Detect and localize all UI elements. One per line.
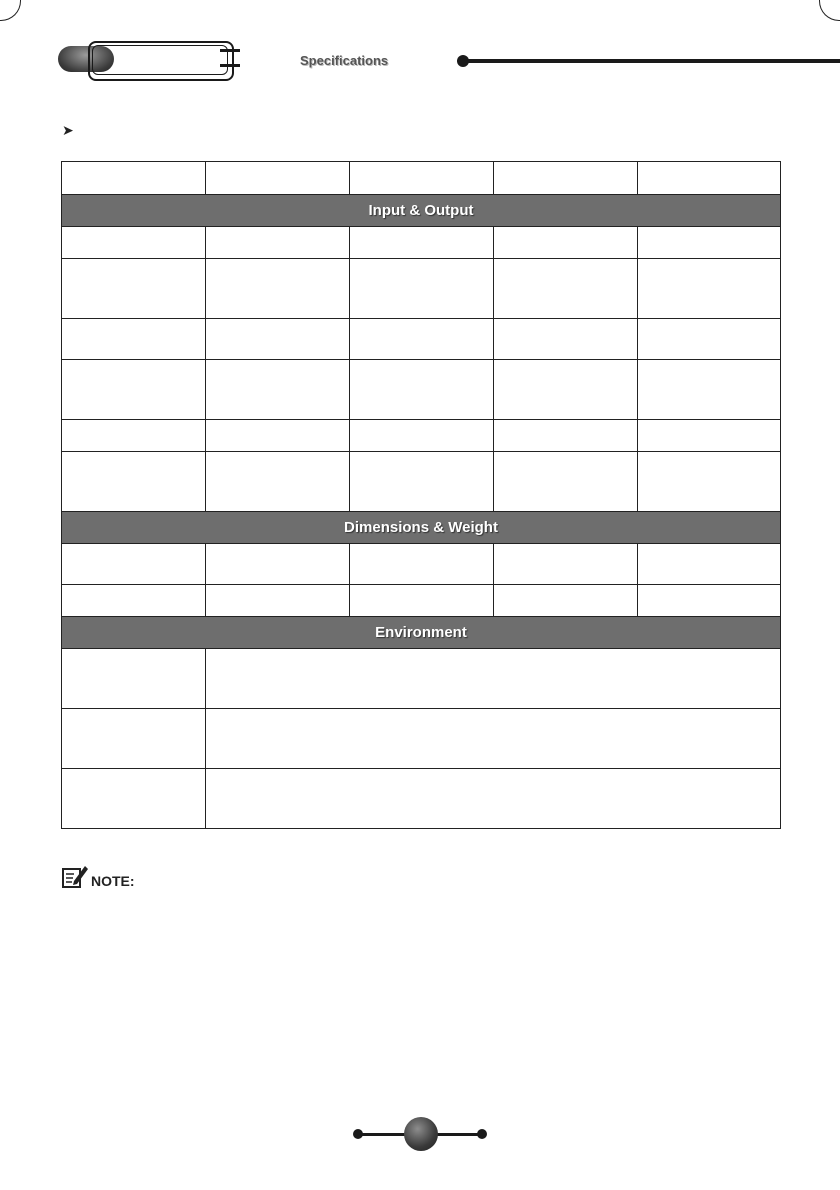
table-cell [350, 227, 494, 259]
section-row [62, 195, 781, 227]
table-cell [494, 227, 638, 259]
tab-notch [220, 64, 240, 67]
table-row [62, 585, 781, 617]
table-cell [206, 162, 350, 195]
footer-rule [358, 1133, 406, 1136]
table-cell [494, 452, 638, 512]
table-cell [62, 259, 206, 319]
specifications-table [61, 161, 781, 829]
table-row [62, 259, 781, 319]
table-cell [638, 259, 781, 319]
table-cell [206, 319, 350, 360]
table-row [62, 452, 781, 512]
note-label: NOTE: [91, 873, 135, 889]
table-cell [350, 360, 494, 420]
section-header-input-output: Input & Output [62, 195, 781, 227]
chapter-tab-frame-inner [92, 45, 228, 75]
table-cell [494, 544, 638, 585]
table-cell [62, 649, 206, 709]
table-cell [350, 585, 494, 617]
header-rule [466, 59, 840, 63]
table-row [62, 649, 781, 709]
table-cell [62, 319, 206, 360]
table-cell [494, 585, 638, 617]
section-header-environment: Environment [62, 617, 781, 649]
table-row [62, 769, 781, 829]
table-cell [62, 162, 206, 195]
tab-notch [220, 49, 240, 52]
table-cell [206, 420, 350, 452]
table-cell [62, 544, 206, 585]
table-cell [350, 259, 494, 319]
table-cell [62, 420, 206, 452]
table-cell [638, 420, 781, 452]
table-cell [494, 420, 638, 452]
table-cell [206, 649, 781, 709]
table-cell [494, 319, 638, 360]
section-row [62, 512, 781, 544]
table-cell [206, 360, 350, 420]
table-cell [638, 360, 781, 420]
section-row [62, 617, 781, 649]
table-cell [62, 585, 206, 617]
table-cell [638, 227, 781, 259]
crop-mark-top-right [819, 0, 840, 21]
arrow-bullet-icon: ➤ [62, 122, 74, 138]
table-row [62, 360, 781, 420]
table-cell [350, 544, 494, 585]
section-title: Specifications [300, 53, 389, 68]
footer-rule [436, 1133, 482, 1136]
table-cell [206, 585, 350, 617]
table-cell [62, 709, 206, 769]
table-cell [638, 585, 781, 617]
table-cell [62, 452, 206, 512]
table-row [62, 162, 781, 195]
table-row [62, 420, 781, 452]
crop-mark-top-left [0, 0, 21, 21]
table-cell [638, 319, 781, 360]
table-cell [62, 769, 206, 829]
table-cell [206, 544, 350, 585]
table-cell [206, 227, 350, 259]
table-cell [494, 259, 638, 319]
footer-rule-dot [353, 1129, 363, 1139]
note-pencil-icon [62, 863, 88, 889]
table-cell [350, 420, 494, 452]
table-cell [62, 227, 206, 259]
table-cell [350, 162, 494, 195]
table-cell [638, 452, 781, 512]
table-cell [206, 259, 350, 319]
table-cell [62, 360, 206, 420]
table-cell [350, 319, 494, 360]
table-row [62, 544, 781, 585]
table-cell [494, 360, 638, 420]
table-cell [206, 709, 781, 769]
table-cell [206, 452, 350, 512]
table-row [62, 227, 781, 259]
table-cell [206, 769, 781, 829]
table-cell [638, 544, 781, 585]
table-cell [494, 162, 638, 195]
footer-rule-dot [477, 1129, 487, 1139]
section-header-dimensions-weight: Dimensions & Weight [62, 512, 781, 544]
table-row [62, 709, 781, 769]
table-cell [350, 452, 494, 512]
page-number-badge [404, 1117, 438, 1151]
table-cell [638, 162, 781, 195]
table-row [62, 319, 781, 360]
